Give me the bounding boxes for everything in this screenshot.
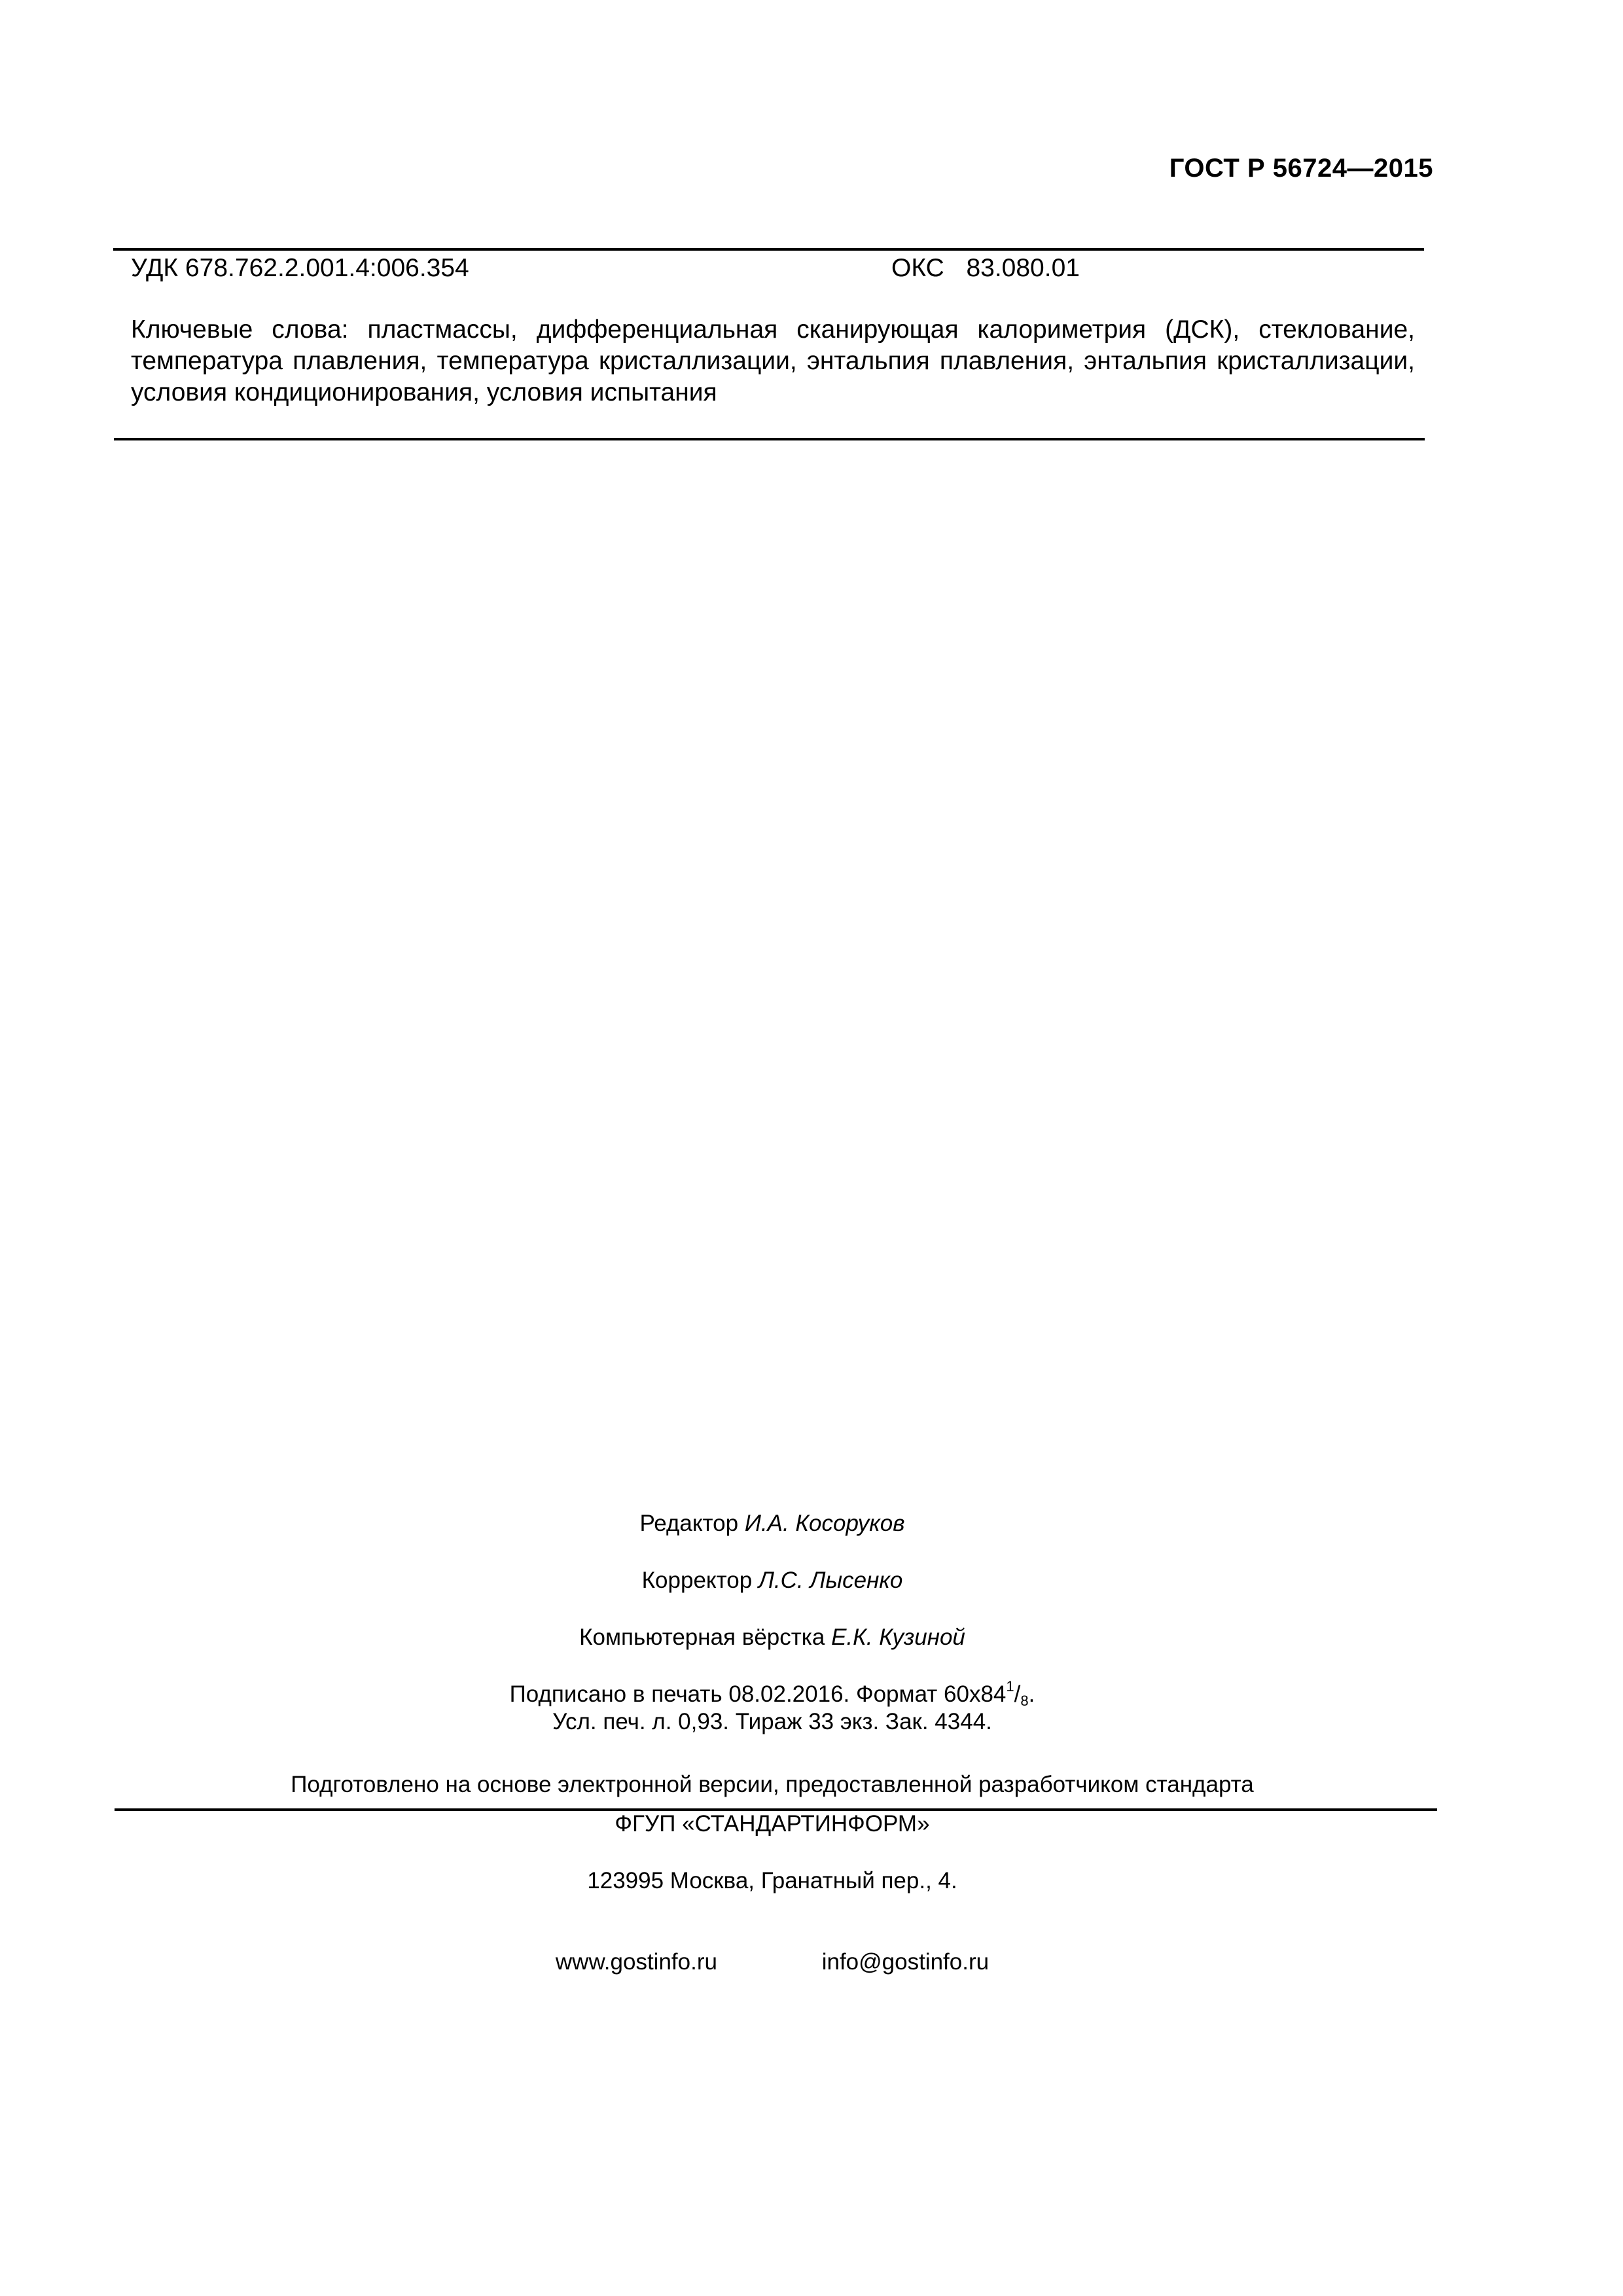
keywords-paragraph [131,314,1415,408]
oks-code: ОКС 83.080.01 [891,254,1080,282]
keywords-label: Ключевые слова: [131,315,349,344]
signed-text: Подписано в печать 08.02.2016. Формат 60x84 [509,1681,1007,1707]
corrector-label: Корректор [641,1568,753,1593]
print-details: Усл. печ. л. 0,93. Тираж 33 экз. Зак. 4344. [552,1709,992,1734]
editor-label: Редактор [639,1511,739,1536]
editor-name: И.А. Косоруков [744,1511,905,1536]
format-end: . [1028,1681,1035,1707]
format-numerator: 1 [1006,1678,1014,1695]
prepared-note: Подготовлено на основе электронной версии, предоставленной разработчиком стандарта [291,1772,1254,1797]
udk-code: УДК 678.762.2.001.4:006.354 [131,254,469,282]
editor-credit [0,1509,1544,1538]
layout-label: Компьютерная вёрстка [579,1624,825,1650]
corrector-name: Л.С. Лысенко [758,1568,903,1593]
top-divider [113,248,1424,251]
format-slash: / [1014,1681,1021,1707]
corrector-credit [0,1566,1544,1595]
publisher-contacts [0,1948,1544,1977]
keywords-list: пластмассы, дифференциальная сканирующая калориметрия (ДСК), стеклование, температура плавления, температура кристаллизации, энтальпия плавления, энтальпия кристаллизации, условия кондиционирования, условия испытания [131,315,1416,406]
publisher-name: ФГУП «СТАНДАРТИНФОРМ» [615,1811,930,1837]
layout-name: Е.К. Кузиной [831,1624,965,1650]
website-link[interactable]: www.gostinfo.ru [555,1949,717,1975]
document-code: ГОСТ Р 56724—2015 [1169,154,1433,183]
signed-to-print [0,1680,1544,1709]
publisher-address: 123995 Москва, Гранатный пер., 4. [587,1868,957,1893]
keywords-divider [114,438,1425,440]
format-denominator: 8 [1020,1693,1029,1709]
layout-credit [0,1623,1544,1652]
email-link[interactable]: info@gostinfo.ru [821,1949,990,1975]
